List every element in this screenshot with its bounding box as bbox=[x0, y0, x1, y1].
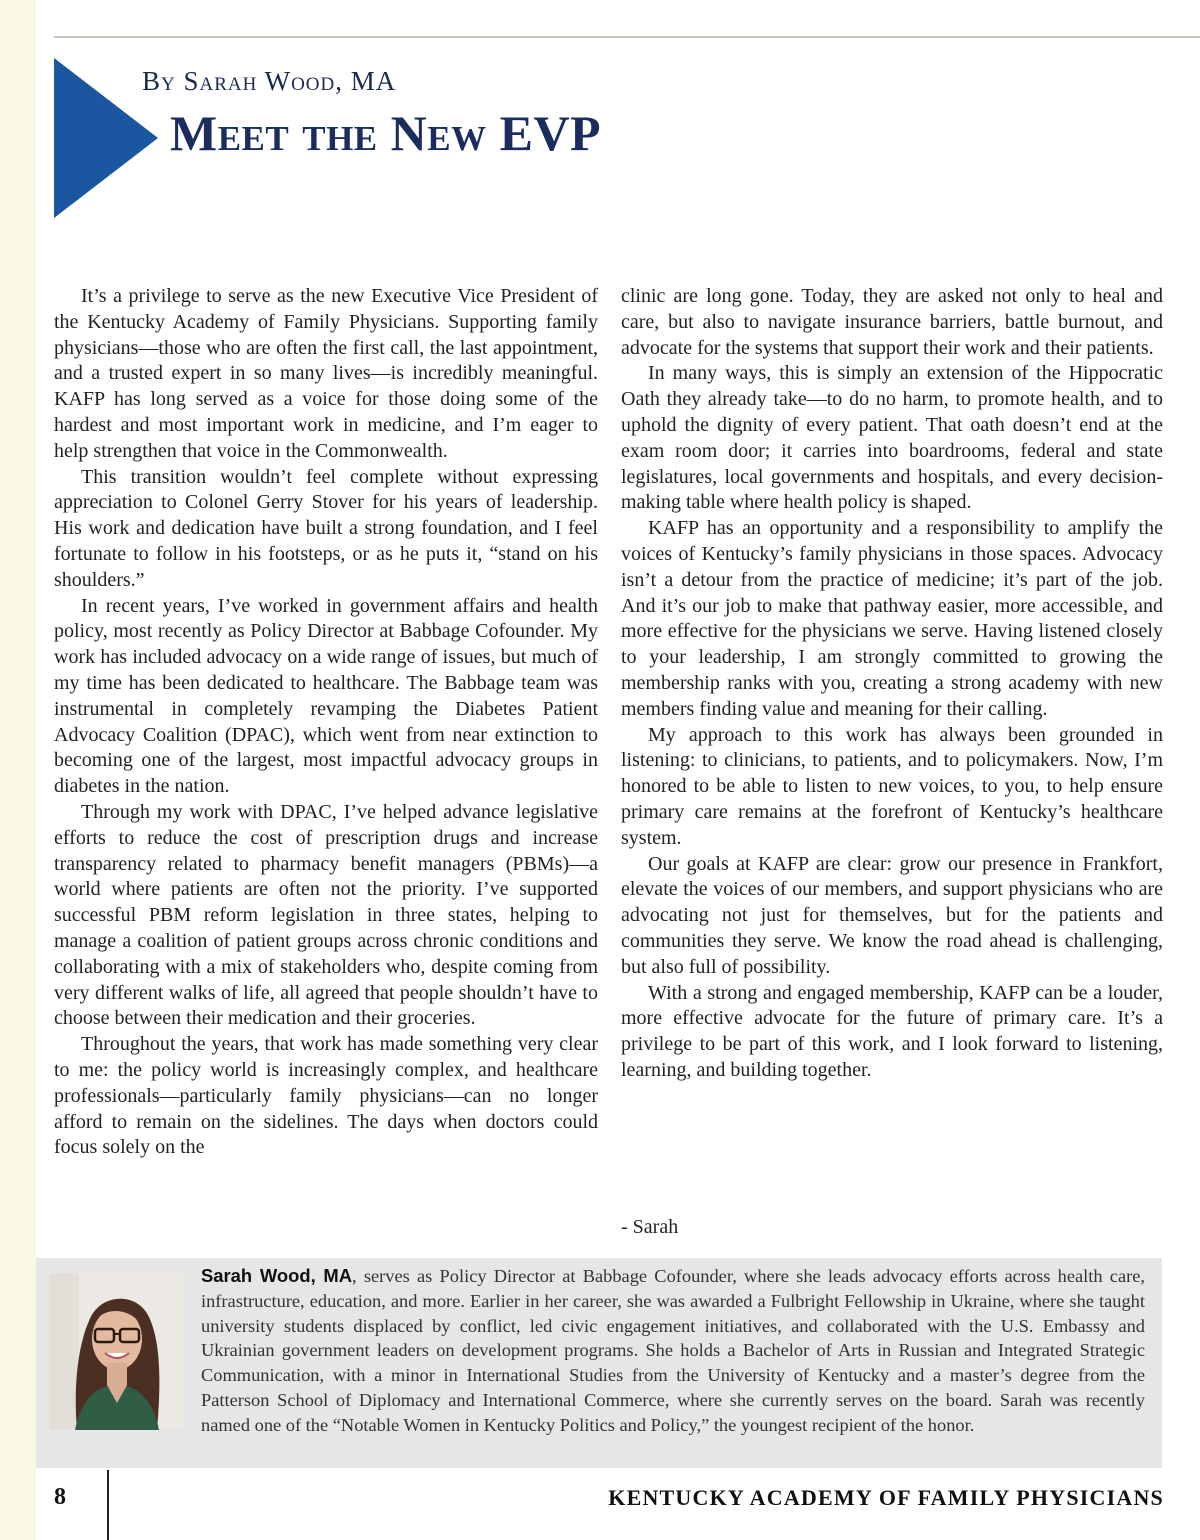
article-paragraph: This transition wouldn’t feel complete without expressing appreciation to Colonel Gerry Stover for his years of leadership. His work and dedication have built a strong foundation, and I feel fortunate to follow in his footsteps, or as he puts it, “stand on his shoulders.” bbox=[54, 465, 598, 591]
article-paragraph: Throughout the years, that work has made something very clear to me: the policy world is increasingly complex, and healthcare professionals—particularly family physicians—can no longer afford to remain on the sidelines. The days when doctors could focus solely on the bbox=[54, 1033, 598, 1159]
byline: By Sarah Wood, MA bbox=[142, 66, 397, 96]
article-paragraph: With a strong and engaged membership, KAFP can be a louder, more effective advocate for the future of primary care. It’s a privilege to be part of this work, and I look forward to listening, learning, and building together. bbox=[621, 981, 1163, 1081]
author-name: Sarah Wood, MA bbox=[201, 1265, 353, 1286]
article-paragraph: In many ways, this is simply an extension of the Hippocratic Oath they already take—to do no harm, to promote health, and to uphold the dignity of every patient. That oath doesn’t end at the exam room door; it carries into boardrooms, federal and state legislatures, local governments and hospitals, and every decision-making table where health policy is shaped. bbox=[621, 362, 1163, 514]
article-paragraph-continuation: clinic are long gone. Today, they are asked not only to heal and care, but also to navigate insurance barriers, battle burnout, and advocate for the systems that support their work and their patients. bbox=[621, 285, 1163, 359]
article-paragraph: KAFP has an opportunity and a responsibility to amplify the voices of Kentucky’s family physicians in those spaces. Advocacy isn’t a detour from the practice of medicine; it’s part of the job. And it’s our job to make that pathway easier, more accessible, and more effective for the physicians we serve. Having listened closely to your leadership, I am strongly committed to growing the membership ranks with you, creating a strong academy with new members finding value and meaning for their calling. bbox=[621, 517, 1163, 720]
author-bio-body: , serves as Policy Director at Babbage Cofounder, where she leads advocacy efforts across health care, infrastructure, education, and more. Earlier in her career, she was awarded a Fulbright Fellowship in Ukraine, where she taught university students displaced by conflict, led civic engagement initiatives, and collaborated with the U.S. Embassy and Ukrainian government leaders on development programs. She holds a Bachelor of Arts in Russian and Integrated Strategic Communication, with a minor in International Studies from the University of Kentucky and a master’s degree from the Patterson School of Diplomacy and International Commerce, where she currently serves on the board. Sarah was recently named one of the “Notable Women in Kentucky Politics and Policy,” the youngest recipient of the honor. bbox=[201, 1266, 1145, 1435]
footer-divider bbox=[107, 1470, 109, 1540]
article-right-column bbox=[621, 284, 1163, 1084]
article-left-column bbox=[54, 284, 598, 1161]
top-divider bbox=[54, 36, 1200, 38]
article-paragraph: Our goals at KAFP are clear: grow our presence in Frankfort, elevate the voices of our members, and support physicians who are advocating not just for themselves, but for the patients and communities they serve. We know the road ahead is challenging, but also full of possibility. bbox=[621, 852, 1163, 978]
page-margin-strip bbox=[0, 0, 36, 1540]
article-paragraph: Through my work with DPAC, I’ve helped advance legislative efforts to reduce the cost of prescription drugs and increase transparency related to pharmacy benefit managers (PBMs)—a world where patients are often not the priority. I’ve supported successful PBM reform legislation in three states, helping to manage a coalition of patient groups across chronic conditions and collaborating with a mix of stakeholders who, despite coming from very different walks of life, all agreed that people shouldn’t have to choose between their medication and their groceries. bbox=[54, 800, 598, 1030]
article-paragraph: In recent years, I’ve worked in government affairs and health policy, most recently as Policy Director at Babbage Cofounder. My work has included advocacy on a wide range of issues, but much of my time has been dedicated to healthcare. The Babbage team was instrumental in completely revamping the Diabetes Patient Advocacy Coalition (DPAC), which went from near extinction to becoming one of the largest, most impactful advocacy groups in diabetes in the nation. bbox=[54, 594, 598, 798]
portrait-illustration bbox=[49, 1273, 184, 1430]
article-paragraph: My approach to this work has always been grounded in listening: to clinicians, to patients, and to policymakers. Now, I’m honored to be able to listen to new voices, to you, to help ensure primary care remains at the forefront of Kentucky’s healthcare system. bbox=[621, 723, 1163, 849]
publication-name: KENTUCKY ACADEMY OF FAMILY PHYSICIANS bbox=[608, 1485, 1164, 1510]
author-bio-text bbox=[201, 1264, 1145, 1438]
article-paragraph: It’s a privilege to serve as the new Executive Vice President of the Kentucky Academy of Family Physicians. Supporting family physicians—those who are often the first call, the last appointment, and a trusted expert in so many lives—is incredibly meaningful. KAFP has long served as a voice for those doing some of the hardest and most important work in medicine, and I’m eager to help strengthen that voice in the Commonwealth. bbox=[54, 285, 598, 462]
page-title: Meet the New EVP bbox=[170, 105, 602, 161]
author-portrait bbox=[49, 1273, 184, 1430]
signoff: - Sarah bbox=[621, 1216, 679, 1238]
page-number: 8 bbox=[54, 1484, 66, 1510]
